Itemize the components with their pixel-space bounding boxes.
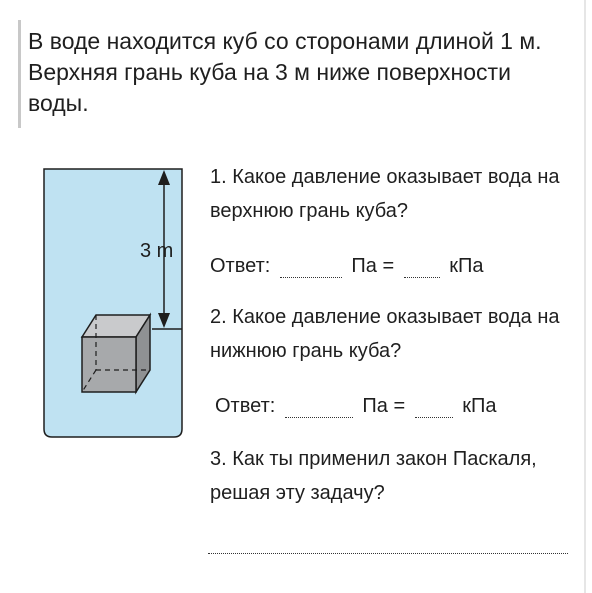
problem-statement: В воде находится куб со сторонами длиной 1 м. Верхняя грань куба на 3 м ниже поверхности воды. xyxy=(28,28,542,116)
answer-2-label: Ответ: xyxy=(215,395,276,417)
depth-label: 3 m xyxy=(140,240,174,262)
answer-1 xyxy=(210,254,484,278)
answer-2-kpa-field[interactable] xyxy=(415,399,453,418)
quote-bar xyxy=(18,20,21,128)
cube xyxy=(82,315,150,392)
answer-3-field[interactable] xyxy=(208,553,568,554)
question-2: 2. Какое давление оказывает вода на нижнюю грань куба? xyxy=(210,306,560,362)
question-1: 1. Какое давление оказывает вода на верхнюю грань куба? xyxy=(210,166,560,222)
answer-1-unit-kpa: кПа xyxy=(449,255,484,277)
page-edge xyxy=(584,0,586,593)
cube-in-water-figure xyxy=(40,165,190,440)
answer-1-pa-field[interactable] xyxy=(280,259,342,278)
question-3: 3. Как ты применил закон Паскаля, решая эту задачу? xyxy=(210,448,537,504)
answer-1-unit-pa: Па = xyxy=(351,255,395,277)
answer-1-kpa-field[interactable] xyxy=(404,259,440,278)
answer-2-unit-kpa: кПа xyxy=(462,395,497,417)
water-container xyxy=(44,169,182,437)
answer-1-label: Ответ: xyxy=(210,255,271,277)
cube-front-face xyxy=(82,337,136,392)
answer-2 xyxy=(215,394,497,418)
answer-2-unit-pa: Па = xyxy=(362,395,406,417)
answer-2-pa-field[interactable] xyxy=(285,399,353,418)
